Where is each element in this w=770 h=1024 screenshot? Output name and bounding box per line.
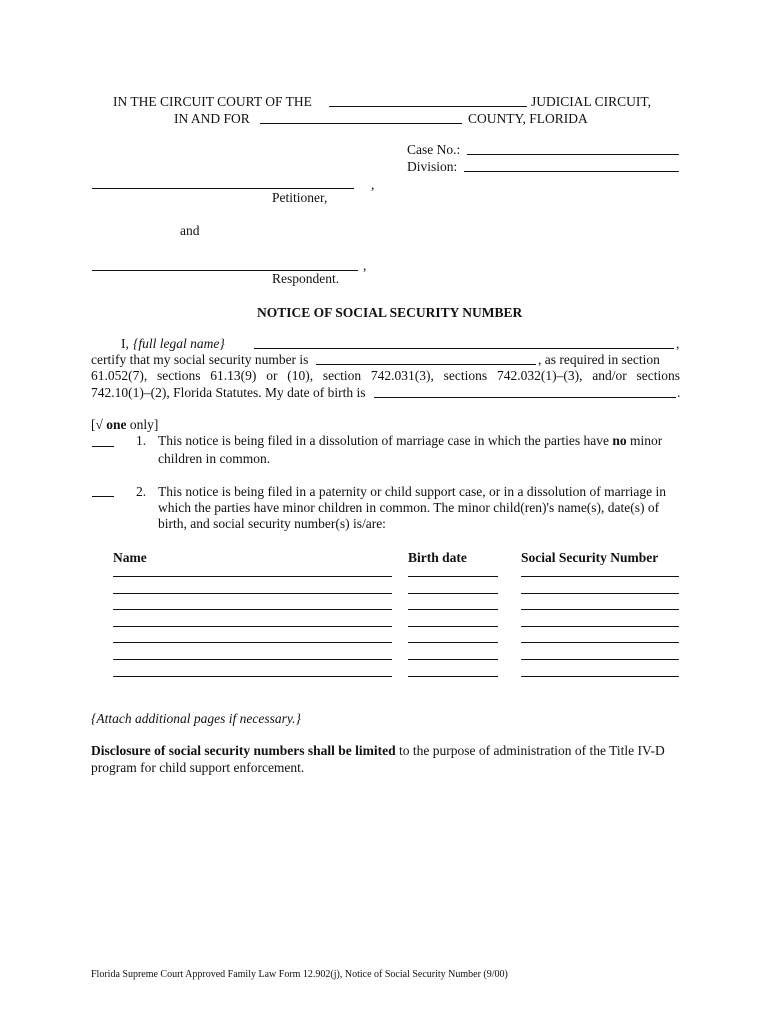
page-title: NOTICE OF SOCIAL SECURITY NUMBER bbox=[257, 305, 523, 320]
child-name-field[interactable] bbox=[113, 659, 392, 660]
child-birth-date-field[interactable] bbox=[408, 642, 498, 643]
col-header-birth-date: Birth date bbox=[408, 550, 467, 565]
option2-line2: which the parties have minor children in common. The minor child(ren)'s name(s), date(s) of bbox=[158, 500, 660, 515]
statutes-line: 61.052(7), sections 61.13(9) or (10), section 742.031(3), sections 742.032(1)–(3), and/or sections bbox=[91, 368, 680, 383]
choice-header bbox=[91, 417, 158, 433]
judicial-circuit-label: JUDICIAL CIRCUIT, bbox=[531, 94, 651, 109]
respondent-comma: , bbox=[363, 258, 367, 273]
county-field[interactable] bbox=[260, 123, 462, 124]
child-name-field[interactable] bbox=[113, 593, 392, 594]
disclosure-line1 bbox=[91, 743, 665, 759]
disclosure-rest: to the purpose of administration of the Title IV-D bbox=[395, 743, 665, 758]
col-header-name: Name bbox=[113, 550, 147, 565]
county-florida-label: COUNTY, FLORIDA bbox=[468, 111, 588, 126]
disclosure-line2: program for child support enforcement. bbox=[91, 760, 305, 775]
division-field[interactable] bbox=[464, 171, 679, 172]
child-name-field[interactable] bbox=[113, 626, 392, 627]
child-ssn-field[interactable] bbox=[521, 576, 679, 577]
petitioner-name-field[interactable] bbox=[92, 188, 354, 189]
child-ssn-field[interactable] bbox=[521, 593, 679, 594]
child-ssn-field[interactable] bbox=[521, 626, 679, 627]
own-ssn-field[interactable] bbox=[316, 364, 536, 365]
one-word: one bbox=[106, 417, 127, 432]
dob-prefix: 742.10(1)–(2), Florida Statutes. My date of birth is bbox=[91, 385, 366, 400]
only-suffix: only] bbox=[129, 417, 159, 432]
child-birth-date-field[interactable] bbox=[408, 676, 498, 677]
form-footer: Florida Supreme Court Approved Family Law Form 12.902(j), Notice of Social Security Number (9/00) bbox=[91, 969, 508, 980]
full-name-hint: {full legal name} bbox=[133, 336, 225, 351]
option2-line3: birth, and social security number(s) is/are: bbox=[158, 516, 386, 531]
option2-checkbox-line[interactable] bbox=[92, 496, 114, 497]
child-ssn-field[interactable] bbox=[521, 676, 679, 677]
col-header-ssn: Social Security Number bbox=[521, 550, 659, 565]
check-mark-icon: √ bbox=[95, 417, 103, 432]
disclosure-bold: Disclosure of social security numbers shall be limited bbox=[91, 743, 396, 758]
ssn-line-suffix: , as required in section bbox=[538, 352, 660, 367]
respondent-label: Respondent. bbox=[272, 271, 340, 286]
option1-number: 1. bbox=[136, 433, 147, 448]
child-name-field[interactable] bbox=[113, 676, 392, 677]
child-birth-date-field[interactable] bbox=[408, 626, 498, 627]
attach-note: {Attach additional pages if necessary.} bbox=[91, 711, 301, 726]
i-prefix: I, bbox=[121, 336, 129, 351]
circuit-number-field[interactable] bbox=[329, 106, 527, 107]
child-birth-date-field[interactable] bbox=[408, 593, 498, 594]
case-no-field[interactable] bbox=[467, 154, 679, 155]
option1-line2: children in common. bbox=[158, 451, 271, 466]
child-birth-date-field[interactable] bbox=[408, 576, 498, 577]
petitioner-label: Petitioner, bbox=[272, 190, 328, 205]
open-bracket: [ bbox=[91, 417, 96, 432]
dob-suffix: . bbox=[677, 385, 681, 400]
child-name-field[interactable] bbox=[113, 642, 392, 643]
dob-field[interactable] bbox=[374, 397, 676, 398]
ssn-line-prefix: certify that my social security number is bbox=[91, 352, 309, 367]
court-prefix: IN THE CIRCUIT COURT OF THE bbox=[113, 94, 312, 109]
child-ssn-field[interactable] bbox=[521, 609, 679, 610]
child-name-field[interactable] bbox=[113, 576, 392, 577]
and-label: and bbox=[180, 223, 200, 238]
in-and-for-label: IN AND FOR bbox=[174, 111, 250, 126]
option2-line1: This notice is being filed in a paternity or child support case, or in a dissolution of marriage in bbox=[158, 484, 667, 499]
option2-number: 2. bbox=[136, 484, 147, 499]
child-ssn-field[interactable] bbox=[521, 659, 679, 660]
full-name-field[interactable] bbox=[254, 348, 674, 349]
option1-checkbox-line[interactable] bbox=[92, 446, 114, 447]
child-birth-date-field[interactable] bbox=[408, 609, 498, 610]
child-birth-date-field[interactable] bbox=[408, 659, 498, 660]
child-name-field[interactable] bbox=[113, 609, 392, 610]
division-label: Division: bbox=[407, 159, 458, 174]
petitioner-comma: , bbox=[371, 177, 375, 192]
name-trailing-comma: , bbox=[676, 336, 680, 351]
child-ssn-field[interactable] bbox=[521, 642, 679, 643]
option1-text: This notice is being filed in a dissolution of marriage case in which the parties have no minor bbox=[158, 433, 663, 448]
case-no-label: Case No.: bbox=[407, 142, 461, 157]
